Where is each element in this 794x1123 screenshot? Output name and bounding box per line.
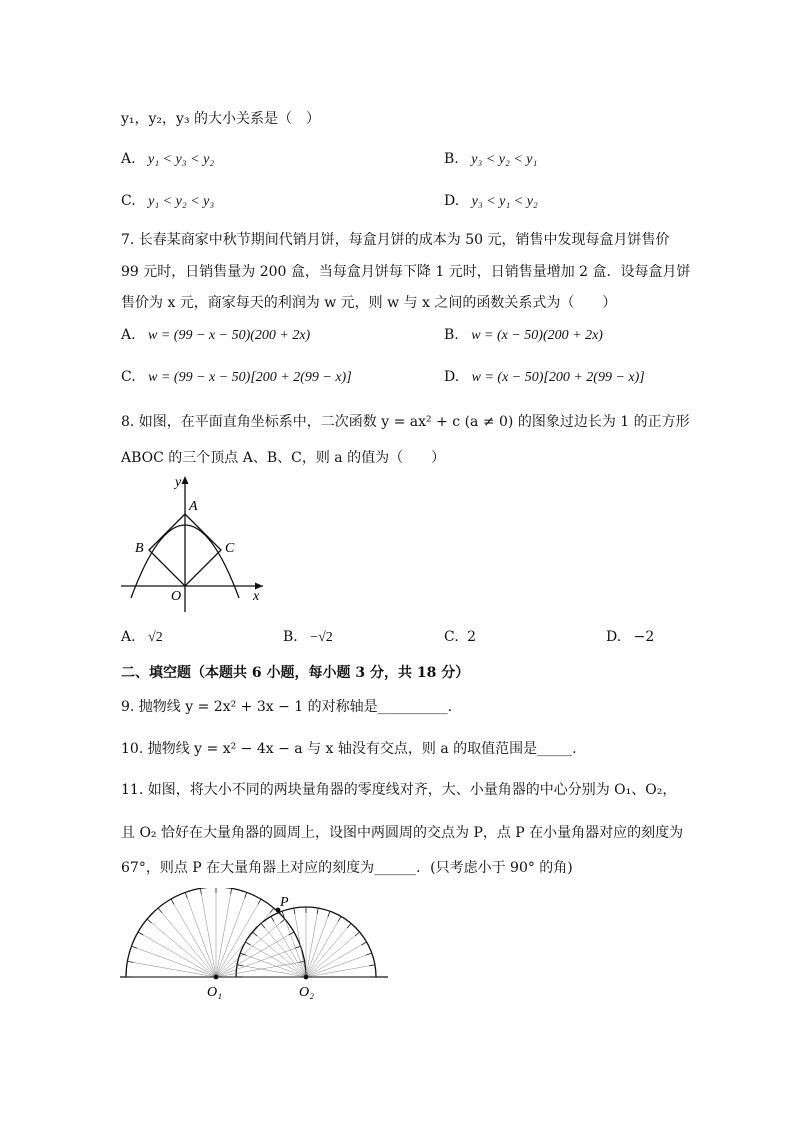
point-p-label: P [280,895,289,910]
option-label: D. [444,369,460,385]
q7-option-b[interactable] [444,327,603,344]
option-label: A. [121,151,136,167]
large-protractor-ray-tick [270,908,274,913]
q11-protractor-figure [118,888,390,1004]
option-label: B. [444,327,459,343]
q7-line3: 售价为 x 元，商家每天的利润为 w 元，则 w 与 x 之间的函数关系式为（ ） [121,295,617,311]
option-expr: y₃ < y₂ < y₁ [471,152,538,167]
small-protractor-ray-tick [317,908,318,914]
large-protractor-ray-tick [185,892,187,898]
option-label: B. [444,151,459,167]
q8-option-d[interactable] [606,629,654,645]
q8-line2: ABOC 的三个顶点 A、B、C，则 a 的值为（ ） [121,450,446,466]
large-protractor-ray-tick [245,892,247,898]
option-label: D. [444,193,460,209]
q8-option-c[interactable] [444,629,476,645]
small-protractor-ray-tick [252,932,257,936]
q10: 10. 抛物线 y = x² − 4x − a 与 x 轴没有交点，则 a 的取值范围是_____. [121,741,577,757]
large-protractor-ray-tick [147,919,152,923]
q8-parabola-figure [115,468,275,616]
q6-tail: y₁，y₂，y₃ 的大小关系是（ ） [121,111,321,127]
point-a-label: A [189,499,198,514]
option-expr: 2 [467,629,477,645]
large-protractor-ray-tick [295,946,301,948]
q7-option-d[interactable] [444,369,645,386]
large-protractor-ray-tick [299,961,305,962]
q11-line3: 67°，则点 P 在大量角器上对应的刻度为______．(只考虑小于 90° 的角) [121,860,573,876]
large-protractor-ray-tick [131,946,137,948]
option-label: A. [121,327,136,343]
q7-option-c[interactable] [121,369,352,386]
option-label: B. [283,629,298,645]
option-label: C. [444,629,459,645]
large-protractor-ray-tick [138,932,143,935]
small-protractor-ray-tick [245,942,250,945]
q7-line1: 7. 长春某商家中秋节期间代销月饼，每盒月饼的成本为 50 元，销售中发现每盒月饼售价 [121,232,670,248]
small-protractor-ray-tick [355,932,360,936]
o1-label: O₁ [207,985,222,1000]
large-protractor-ray-tick [258,899,261,904]
small-protractor-ray-tick [271,916,274,921]
option-expr: y₁ < y₃ < y₂ [148,152,215,167]
point-c-label: C [225,541,235,556]
q6-option-b[interactable] [444,151,537,168]
q6-option-a[interactable] [121,151,214,168]
x-axis-label: x [253,589,260,604]
large-protractor-ray-tick [127,961,133,962]
q11-line2: 且 O₂ 恰好在大量角器的圆周上，设图中两圆周的交点为 P，点 P 在小量角器对应的刻度为 [121,825,684,841]
small-protractor-ray-tick [347,923,351,928]
option-expr: w = (99 − x − 50)(200 + 2x) [148,328,311,343]
point-b-label: B [135,541,144,556]
option-expr: y₁ < y₂ < y₃ [148,194,215,209]
o2-label: O₂ [299,985,314,1000]
small-protractor-ray-tick [237,965,243,966]
option-expr: w = (99 − x − 50)[200 + 2(99 − x)] [148,370,352,385]
option-expr: y₃ < y₁ < y₂ [471,194,538,209]
large-protractor-ray-tick [289,932,294,935]
q8-line1: 8. 如图，在平面直角坐标系中，二次函数 y = ax² + c (a ≠ 0) 的图象过边长为 1 的正方形 [121,414,690,430]
small-protractor-ray-tick [369,965,375,966]
small-protractor-ray-tick [328,911,330,917]
small-protractor-ray-tick [261,923,265,928]
point-o-label: O [171,589,182,604]
y-axis-arrow [182,476,189,484]
option-label: D. [606,629,622,645]
q7-option-a[interactable] [121,327,310,344]
q8-option-b[interactable] [283,629,333,646]
large-protractor-ray-tick [171,899,174,904]
large-protractor-ray-tick [280,919,285,923]
center-o2 [304,975,309,980]
small-protractor-ray-tick [294,908,295,914]
small-protractor-ray-tick [240,953,246,955]
option-label: C. [121,193,136,209]
large-protractor-ray-tick [231,888,232,894]
small-protractor-ray-tick [361,942,366,945]
option-label: A. [121,629,136,645]
option-expr: √2 [148,630,163,645]
option-expr: w = (x − 50)[200 + 2(99 − x)] [471,370,645,385]
center-o1 [214,975,219,980]
y-axis-label: y [175,475,182,490]
large-protractor-ray-tick [200,888,201,894]
protractor-rays [126,888,376,977]
option-expr: −√2 [310,630,333,645]
q6-option-c[interactable] [121,193,214,210]
q9: 9. 抛物线 y = 2x² + 3x − 1 的对称轴是__________. [121,699,453,715]
q8-option-a[interactable] [121,629,163,646]
q11-line1: 11. 如图，将大小不同的两块量角器的零度线对齐，大、小量角器的中心分别为 O₁、O₂， [121,782,677,798]
option-label: C. [121,369,136,385]
option-expr: −2 [633,629,655,645]
section-fill-in-heading: 二、填空题（本题共 6 小题，每小题 3 分，共 18 分） [121,665,470,681]
q6-option-d[interactable] [444,193,538,210]
option-expr: w = (x − 50)(200 + 2x) [471,328,603,343]
small-protractor-ray-tick [366,953,372,955]
small-protractor-ray-tick [338,916,341,921]
q7-line2: 99 元时，日销售量为 200 盒，当每盒月饼每下降 1 元时，日销售量增加 2 盒．设每盒月饼 [121,264,691,280]
large-protractor-ray-tick [158,908,162,913]
